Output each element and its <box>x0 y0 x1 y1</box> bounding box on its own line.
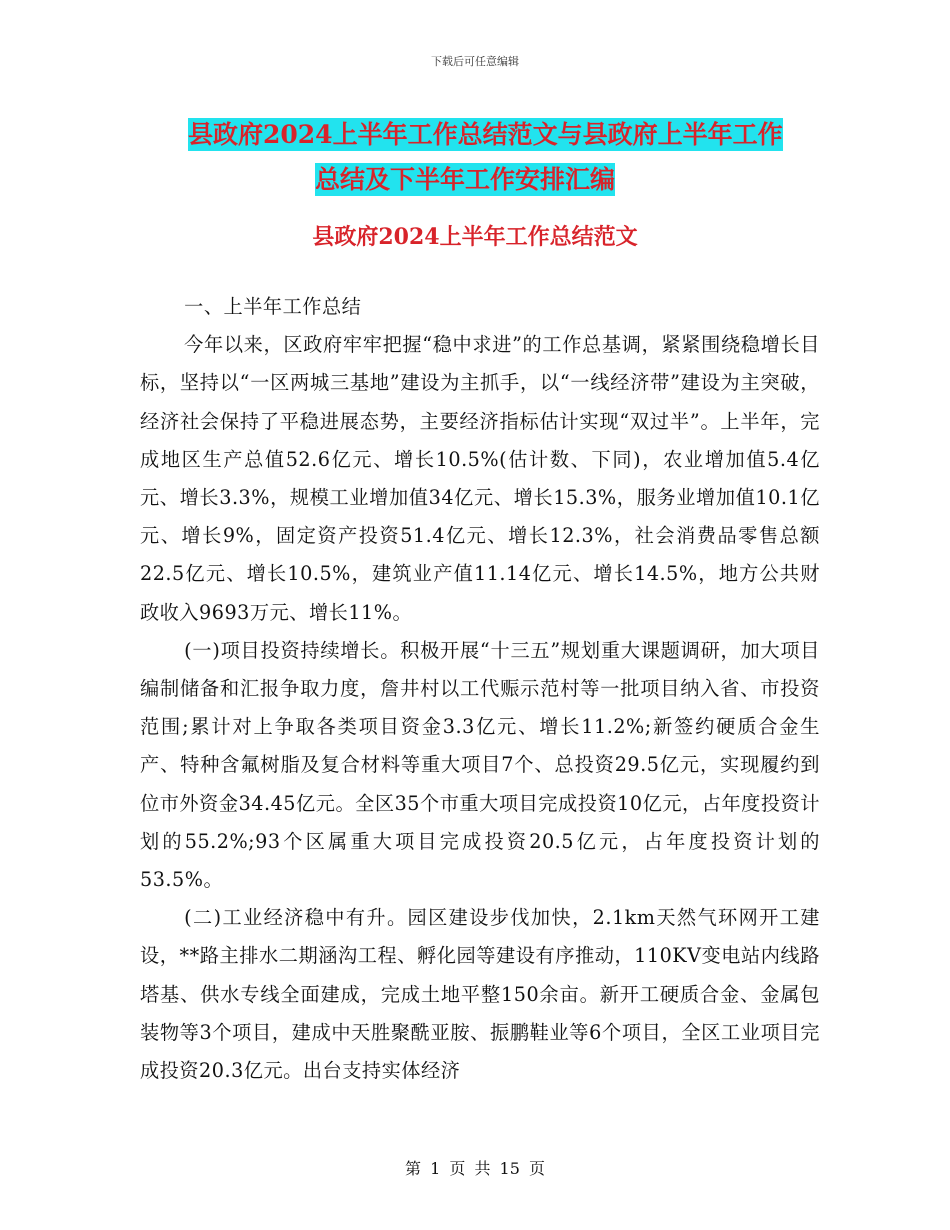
body-text <box>140 288 820 1090</box>
paragraph-2: (一)项目投资持续增长。积极开展“十三五”规划重大课题调研，加大项目编制储备和汇报争取力度，詹井村以工代赈示范村等一批项目纳入省、市投资范围;累计对上争取各类项目资金3.3亿元、增长11.2%;新签约硬质合金生产、特种含氟树脂及复合材料等重大项目7个、总投资29.5亿元，实现履约到位市外资金34.45亿元。全区35个市重大项目完成投资10亿元，占年度投资计划的55.2%;93个区属重大项目完成投资20.5亿元，占年度投资计划的53.5%。 <box>140 638 820 892</box>
title-line-2: 总结及下半年工作安排汇编 <box>315 165 616 194</box>
section-heading: 一、上半年工作总结 <box>184 295 362 318</box>
page-footer: 第 1 页 共 15 页 <box>405 1159 545 1178</box>
paragraph-3: (二)工业经济稳中有升。园区建设步伐加快，2.1km天然气环网开工建设，**路主排水二期涵沟工程、孵化园等建设有序推动，110KV变电站内线路塔基、供水专线全面建成，完成土地平整150余亩。新开工硬质合金、金属包装物等3个项目，建成中天胜聚酰亚胺、振鹏鞋业等6个项目，全区工业项目完成投资20.3亿元。出台支持实体经济 <box>140 906 820 1083</box>
section-title: 县政府2024上半年工作总结范文 <box>312 224 638 250</box>
paragraph-1: 今年以来，区政府牢牢把握“稳中求进”的工作总基调，紧紧围绕稳增长目标，坚持以“一区两城三基地”建设为主抓手，以“一线经济带”建设为主突破，经济社会保持了平稳进展态势，主要经济指标估计实现“双过半”。上半年，完成地区生产总值52.6亿元、增长10.5%(估计数、下同)，农业增加值5.4亿元、增长3.3%，规模工业增加值34亿元、增长15.3%，服务业增加值10.1亿元、增长9%，固定资产投资51.4亿元、增长12.3%，社会消费品零售总额22.5亿元、增长10.5%，建筑业产值11.14亿元、增长14.5%，地方公共财政收入9693万元、增长11%。 <box>140 333 820 624</box>
header-note: 下载后可任意编辑 <box>431 55 519 68</box>
document-title <box>140 112 860 202</box>
title-line-1: 县政府2024上半年工作总结范文与县政府上半年工作 <box>188 120 783 149</box>
